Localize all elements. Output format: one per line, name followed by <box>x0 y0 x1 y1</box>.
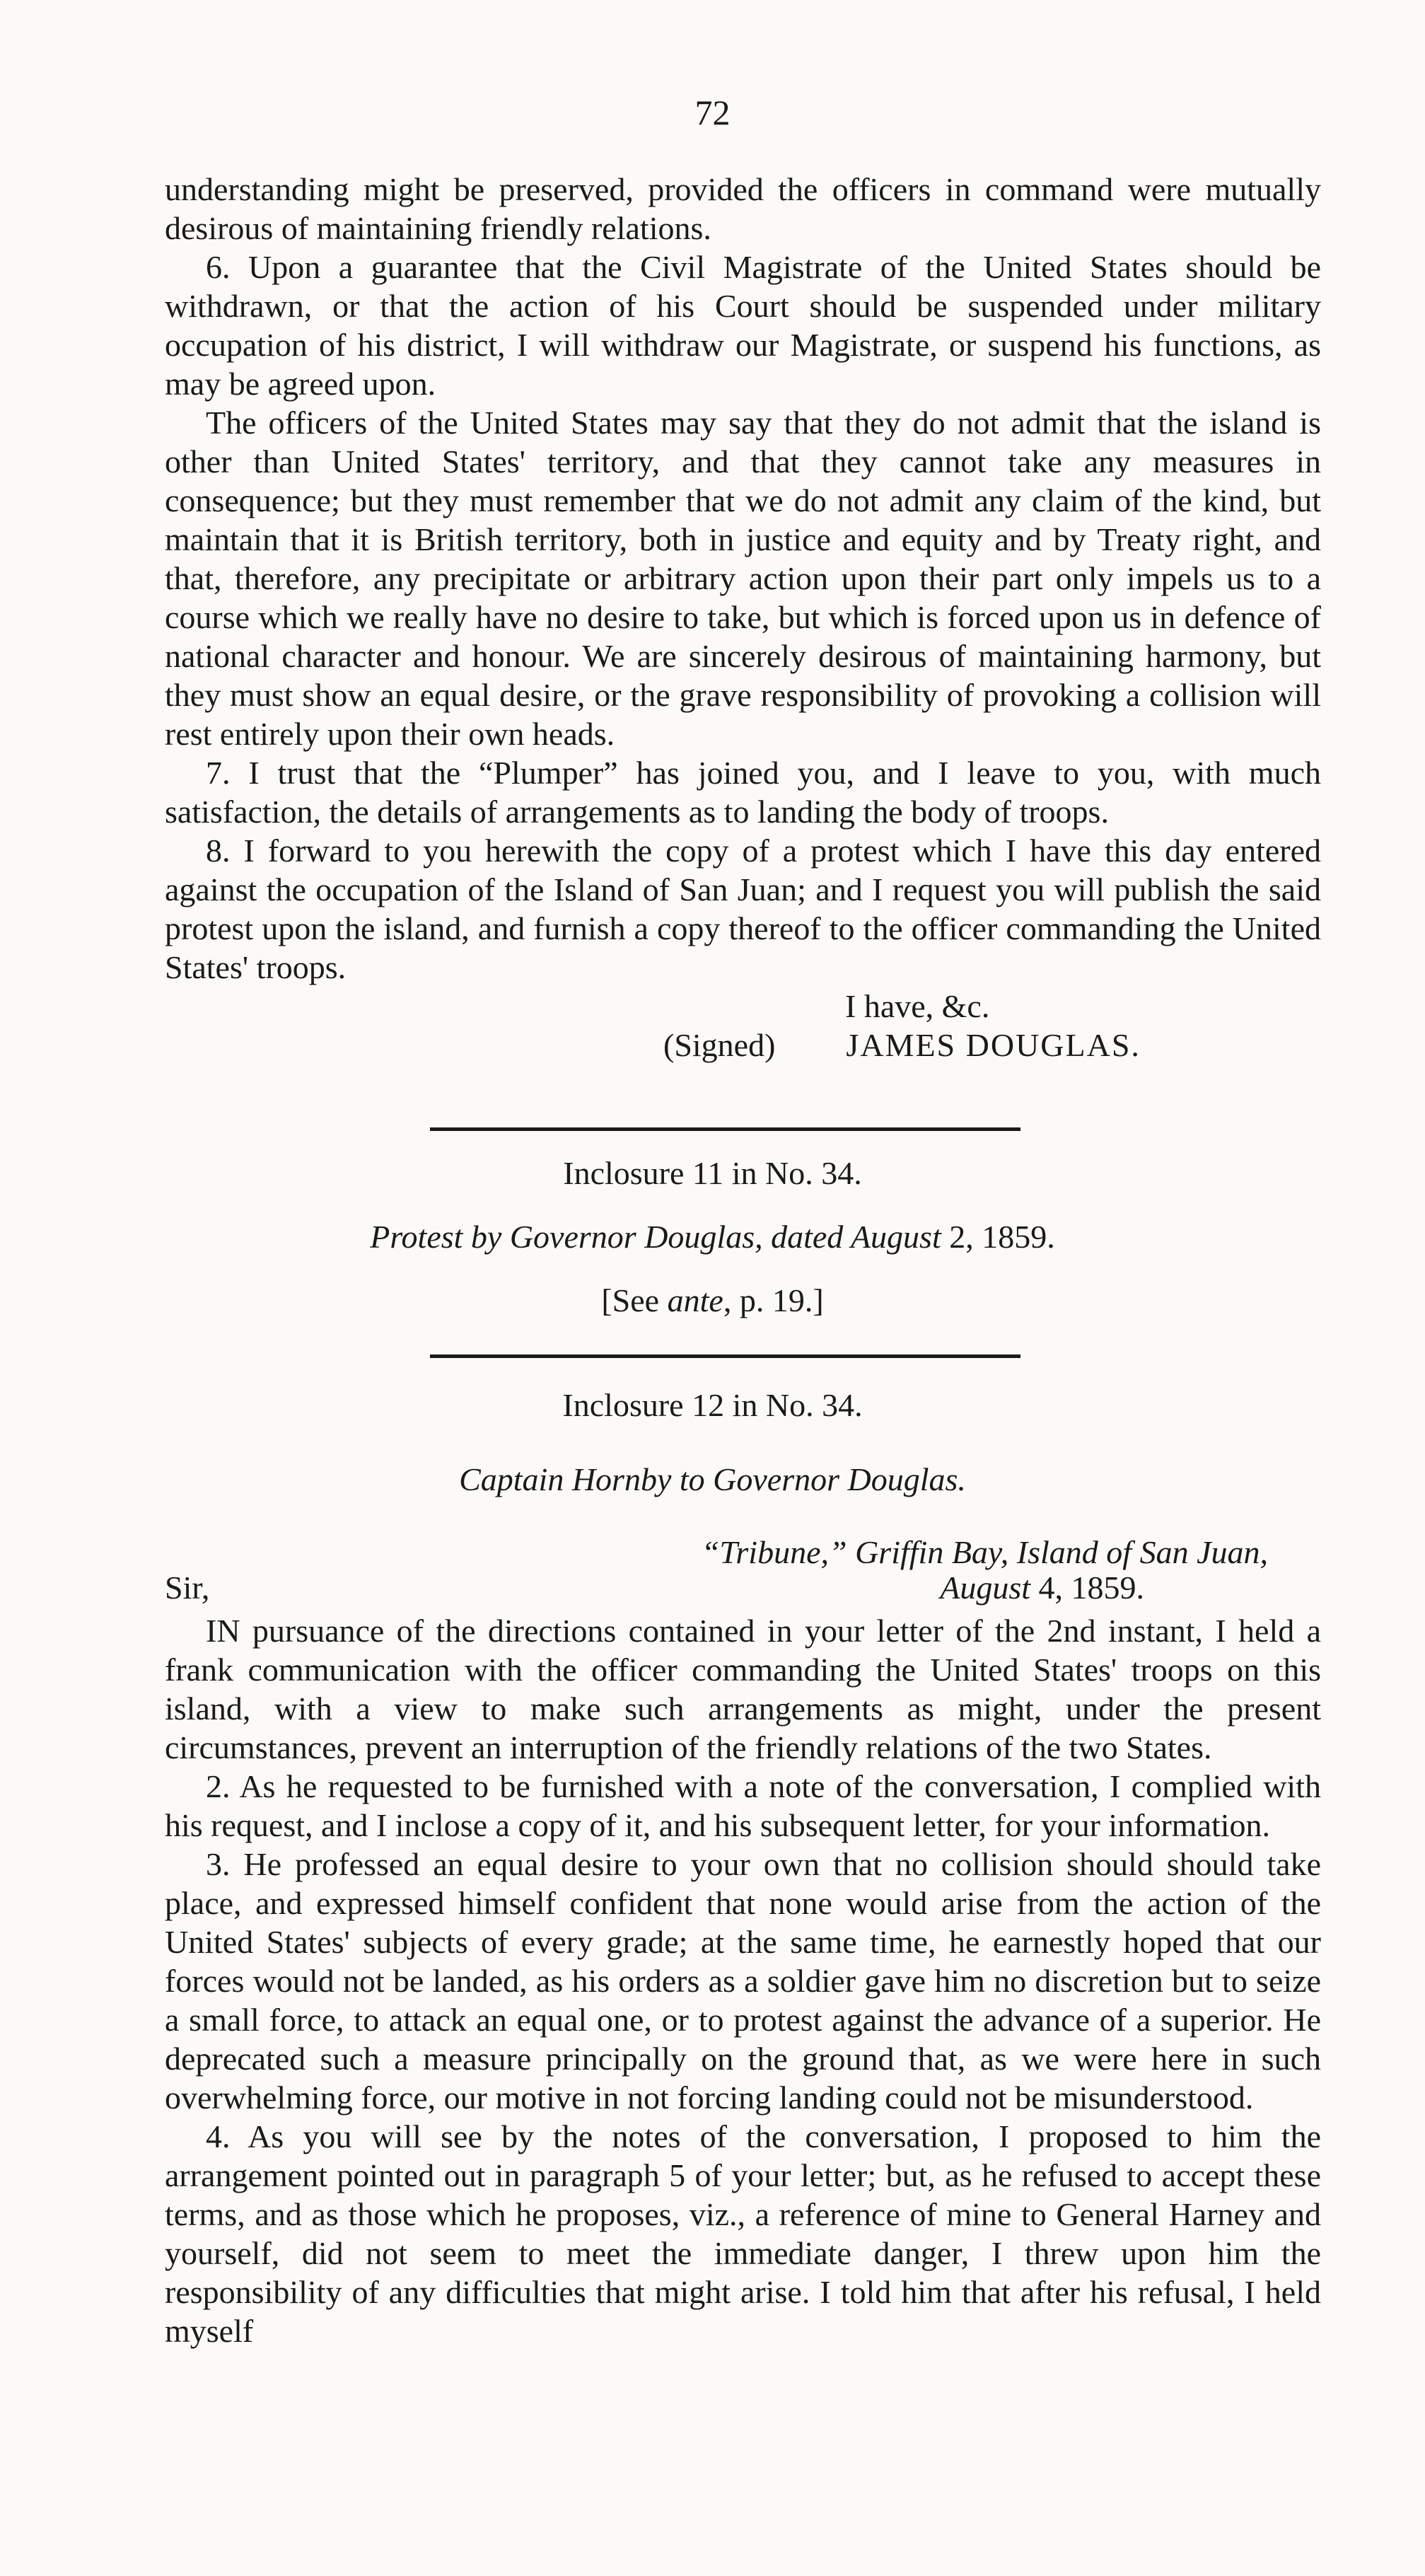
letter-body <box>165 1611 1321 2350</box>
reference-ante: ante <box>667 1282 723 1318</box>
signatory-name: JAMES DOUGLAS. <box>846 1027 1141 1063</box>
salutation: Sir, <box>165 1570 210 1606</box>
signature-line <box>663 1026 1321 1064</box>
date-rest: 4, 1859. <box>1038 1570 1144 1606</box>
signed-label: (Signed) <box>663 1027 776 1063</box>
inclosure-11-heading: Inclosure 11 in No. 34. <box>563 1155 862 1191</box>
inclosure-12-subtitle: Captain Hornby to Governor Douglas. <box>459 1461 966 1497</box>
inclosure-11-reference <box>0 1282 1425 1319</box>
paragraph-3: 3. He professed an equal desire to your own that no collision should should take place, and expressed himself confident that none would arise from the action of the United States' subjects of every grade; at the same time, he earnestly hoped that our forces would not be landed, as his orders as a soldier gave him no discretion but to seize a small force, to attack an equal one, or to protest against the advance of a superior. He deprecated such a measure principally on the ground that, as we were here in such overwhelming force, our motive in not forcing landing could not be misunderstood. <box>165 1846 1321 2116</box>
paragraph-2: 2. As he requested to be furnished with a note of the conversation, I complied with his request, and I inclose a copy of it, and his subsequent letter, for your information. <box>165 1768 1321 1843</box>
reference-close: , p. 19.] <box>723 1282 824 1318</box>
paragraph-7: 7. I trust that the “Plumper” has joined you, and I leave to you, with much satisfaction, the details of arrangements as to landing the body of troops. <box>165 755 1321 830</box>
letter-continued <box>165 170 1321 1064</box>
closing: I have, &c. <box>845 988 990 1024</box>
letter-date <box>940 1570 1144 1606</box>
section-divider <box>430 1354 1020 1358</box>
inclosure-11-subtitle-text: Protest by Governor Douglas, dated August <box>370 1219 941 1255</box>
reference-open: [See <box>601 1282 668 1318</box>
section-divider <box>430 1127 1020 1131</box>
paragraph-1: IN pursuance of the directions contained in your letter of the 2nd instant, I held a frank communication with the officer commanding the United States' troops on this island, with a view to make such arrangements as might, under the present circumstances, prevent an interruption of the friendly relations of the two States. <box>165 1613 1321 1765</box>
paragraph-4: 4. As you will see by the notes of the conversation, I proposed to him the arrangement pointed out in paragraph 5 of your letter; but, as he refused to accept these terms, and as those which he proposes, viz., a reference of mine to General Harney and yourself, did not seem to meet the immediate danger, I threw upon him the responsibility of any difficulties that might arise. I told him that after his refusal, I held myself <box>165 2118 1321 2349</box>
inclosure-11-subtitle-date: 2, 1859. <box>949 1219 1055 1255</box>
inclosure-12-heading: Inclosure 12 in No. 34. <box>562 1387 863 1423</box>
letter-address <box>165 1535 1321 1606</box>
paragraph-6: 6. Upon a guarantee that the Civil Magistrate of the United States should be withdrawn, or that the action of his Court should be suspended under military occupation of his district, I will withdraw our Magistrate, or suspend his functions, as may be agreed upon. <box>165 249 1321 402</box>
paragraph-8: 8. I forward to you herewith the copy of a protest which I have this day entered against the occupation of the Island of San Juan; and I request you will publish the said protest upon the island, and furnish a copy thereof to the officer commanding the United States' troops. <box>165 832 1321 985</box>
paragraph-continuation: understanding might be preserved, provided the officers in command were mutually desirous of maintaining friendly relations. <box>165 171 1321 246</box>
inclosure-11-subtitle <box>0 1218 1425 1255</box>
address-line: “Tribune,” Griffin Bay, Island of San Juan, <box>701 1534 1268 1570</box>
date-month: August <box>940 1570 1030 1606</box>
address-row <box>165 1570 1321 1606</box>
paragraph-officers: The officers of the United States may say that they do not admit that the island is other than United States' territory, and that they cannot take any measures in consequence; but they must remember that we do not admit any claim of the kind, but maintain that it is British territory, both in justice and equity and by Treaty right, and that, therefore, any precipitate or arbitrary action upon their part only impels us to a course which we really have no desire to take, but which is forced upon us in defence of national character and honour. We are sincerely desirous of maintaining harmony, but they must show an equal desire, or the grave responsibility of provoking a collision will rest entirely upon their own heads. <box>165 405 1321 752</box>
page-number: 72 <box>694 93 731 132</box>
